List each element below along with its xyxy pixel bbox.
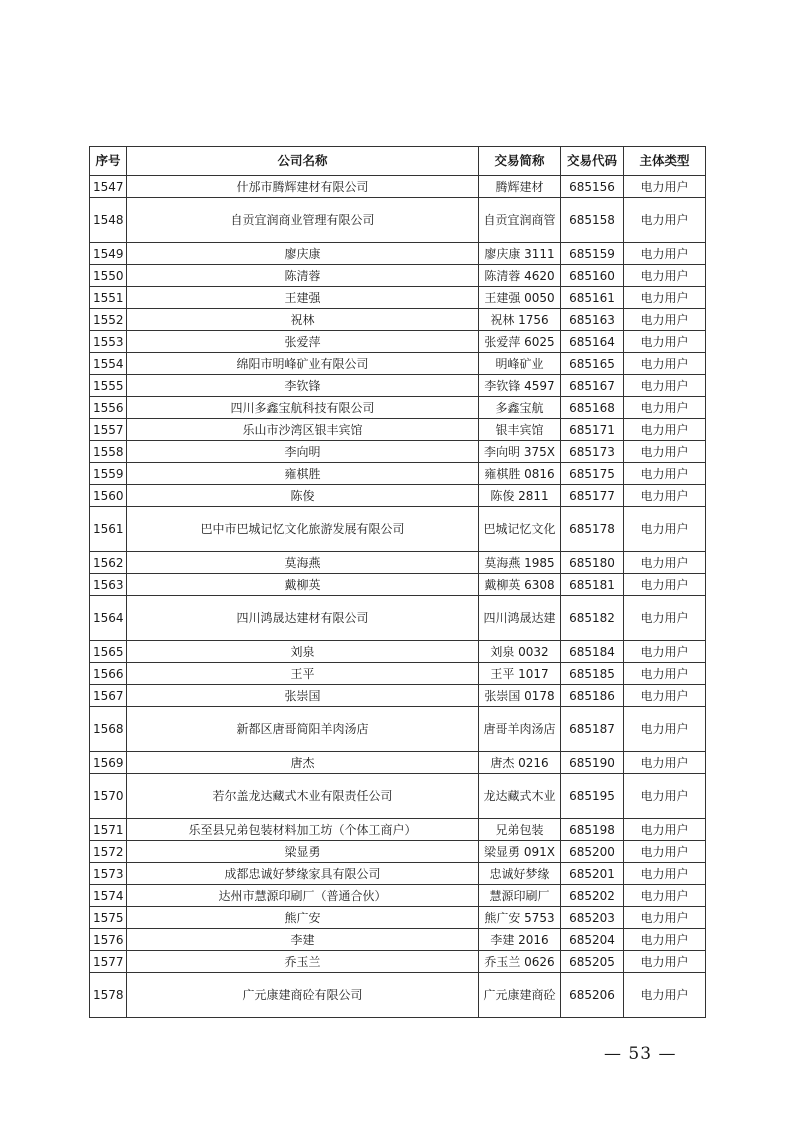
row-seq: 1557 [90,419,127,441]
row-trade-abbr: 张爱萍 6025 [479,331,561,353]
row-trade-code: 685173 [561,441,624,463]
row-company-name: 自贡宜润商业管理有限公司 [127,198,479,243]
table-row [90,485,706,507]
row-trade-code: 685187 [561,707,624,752]
table-row [90,507,706,552]
table-row [90,863,706,885]
row-company-name: 祝林 [127,309,479,331]
row-trade-abbr: 乔玉兰 0626 [479,951,561,973]
table-row [90,951,706,973]
row-seq: 1574 [90,885,127,907]
row-trade-abbr: 梁显勇 091X [479,841,561,863]
row-trade-code: 685202 [561,885,624,907]
row-company-name: 乔玉兰 [127,951,479,973]
row-entity-type: 电力用户 [624,287,706,309]
row-trade-code: 685205 [561,951,624,973]
table-row [90,243,706,265]
table-row [90,973,706,1018]
row-seq: 1547 [90,176,127,198]
table-row [90,685,706,707]
row-entity-type: 电力用户 [624,198,706,243]
row-entity-type: 电力用户 [624,596,706,641]
table-row [90,375,706,397]
row-entity-type: 电力用户 [624,552,706,574]
row-company-name: 李向明 [127,441,479,463]
row-trade-code: 685198 [561,819,624,841]
row-trade-code: 685203 [561,907,624,929]
row-trade-code: 685190 [561,752,624,774]
table-row [90,287,706,309]
row-entity-type: 电力用户 [624,973,706,1018]
row-company-name: 广元康建商砼有限公司 [127,973,479,1018]
table-body [90,176,706,1018]
row-company-name: 李建 [127,929,479,951]
row-trade-code: 685184 [561,641,624,663]
row-trade-abbr: 腾辉建材 [479,176,561,198]
row-seq: 1554 [90,353,127,375]
row-entity-type: 电力用户 [624,774,706,819]
row-company-name: 王平 [127,663,479,685]
row-seq: 1555 [90,375,127,397]
row-trade-code: 685167 [561,375,624,397]
row-seq: 1558 [90,441,127,463]
row-company-name: 乐山市沙湾区银丰宾馆 [127,419,479,441]
row-company-name: 乐至县兄弟包装材料加工坊（个体工商户） [127,819,479,841]
row-seq: 1571 [90,819,127,841]
row-company-name: 巴中市巴城记忆文化旅游发展有限公司 [127,507,479,552]
row-seq: 1573 [90,863,127,885]
row-company-name: 李钦锋 [127,375,479,397]
header-company-name: 公司名称 [127,147,479,176]
row-entity-type: 电力用户 [624,265,706,287]
row-seq: 1551 [90,287,127,309]
row-company-name: 廖庆康 [127,243,479,265]
row-seq: 1563 [90,574,127,596]
row-trade-code: 685164 [561,331,624,353]
row-entity-type: 电力用户 [624,463,706,485]
row-trade-abbr: 广元康建商砼 [479,973,561,1018]
row-seq: 1552 [90,309,127,331]
header-trade-abbr: 交易简称 [479,147,561,176]
row-seq: 1567 [90,685,127,707]
row-company-name: 唐杰 [127,752,479,774]
table-row [90,331,706,353]
row-seq: 1572 [90,841,127,863]
page-number: — 53 — [604,1044,677,1064]
row-company-name: 四川多鑫宝航科技有限公司 [127,397,479,419]
row-company-name: 戴柳英 [127,574,479,596]
table-row [90,929,706,951]
table-header-row [90,147,706,176]
row-trade-code: 685180 [561,552,624,574]
table-row [90,265,706,287]
row-entity-type: 电力用户 [624,752,706,774]
row-trade-abbr: 唐杰 0216 [479,752,561,774]
row-seq: 1553 [90,331,127,353]
table-row [90,397,706,419]
row-company-name: 绵阳市明峰矿业有限公司 [127,353,479,375]
row-trade-code: 685168 [561,397,624,419]
company-table-container [89,146,705,1018]
row-entity-type: 电力用户 [624,663,706,685]
row-trade-code: 685181 [561,574,624,596]
row-trade-abbr: 银丰宾馆 [479,419,561,441]
row-company-name: 熊广安 [127,907,479,929]
row-seq: 1568 [90,707,127,752]
row-trade-code: 685206 [561,973,624,1018]
row-entity-type: 电力用户 [624,485,706,507]
row-trade-code: 685200 [561,841,624,863]
row-trade-abbr: 李钦锋 4597 [479,375,561,397]
row-trade-code: 685201 [561,863,624,885]
row-company-name: 陈俊 [127,485,479,507]
table-row [90,353,706,375]
row-company-name: 张爱萍 [127,331,479,353]
row-seq: 1549 [90,243,127,265]
row-trade-abbr: 刘泉 0032 [479,641,561,663]
row-trade-code: 685160 [561,265,624,287]
row-trade-abbr: 张崇国 0178 [479,685,561,707]
row-entity-type: 电力用户 [624,885,706,907]
table-row [90,441,706,463]
header-entity-type: 主体类型 [624,147,706,176]
row-trade-abbr: 王平 1017 [479,663,561,685]
row-entity-type: 电力用户 [624,397,706,419]
row-seq: 1550 [90,265,127,287]
table-row [90,309,706,331]
row-trade-abbr: 雍棋胜 0816 [479,463,561,485]
company-table [89,146,706,1018]
row-trade-code: 685161 [561,287,624,309]
row-trade-code: 685178 [561,507,624,552]
row-seq: 1562 [90,552,127,574]
row-entity-type: 电力用户 [624,507,706,552]
row-trade-abbr: 四川鸿晟达建 [479,596,561,641]
row-trade-abbr: 慧源印刷厂 [479,885,561,907]
row-trade-code: 685186 [561,685,624,707]
row-entity-type: 电力用户 [624,929,706,951]
row-seq: 1559 [90,463,127,485]
row-entity-type: 电力用户 [624,685,706,707]
row-trade-abbr: 廖庆康 3111 [479,243,561,265]
row-entity-type: 电力用户 [624,863,706,885]
row-trade-abbr: 忠诚好梦缘 [479,863,561,885]
table-row [90,752,706,774]
row-company-name: 成都忠诚好梦缘家具有限公司 [127,863,479,885]
row-entity-type: 电力用户 [624,951,706,973]
row-trade-code: 685159 [561,243,624,265]
row-seq: 1570 [90,774,127,819]
row-trade-abbr: 兄弟包装 [479,819,561,841]
row-entity-type: 电力用户 [624,707,706,752]
row-seq: 1569 [90,752,127,774]
table-row [90,419,706,441]
row-company-name: 四川鸿晟达建材有限公司 [127,596,479,641]
row-trade-abbr: 祝林 1756 [479,309,561,331]
row-seq: 1561 [90,507,127,552]
row-trade-code: 685171 [561,419,624,441]
table-row [90,574,706,596]
row-company-name: 莫海燕 [127,552,479,574]
row-trade-code: 685195 [561,774,624,819]
table-row [90,774,706,819]
row-trade-code: 685165 [561,353,624,375]
row-trade-code: 685204 [561,929,624,951]
row-trade-abbr: 多鑫宝航 [479,397,561,419]
row-entity-type: 电力用户 [624,574,706,596]
row-entity-type: 电力用户 [624,819,706,841]
row-trade-abbr: 唐哥羊肉汤店 [479,707,561,752]
row-entity-type: 电力用户 [624,419,706,441]
row-trade-abbr: 陈俊 2811 [479,485,561,507]
row-trade-abbr: 熊广安 5753 [479,907,561,929]
row-trade-abbr: 陈清蓉 4620 [479,265,561,287]
row-entity-type: 电力用户 [624,907,706,929]
row-entity-type: 电力用户 [624,441,706,463]
row-trade-abbr: 龙达藏式木业 [479,774,561,819]
row-entity-type: 电力用户 [624,641,706,663]
row-company-name: 梁显勇 [127,841,479,863]
row-trade-abbr: 明峰矿业 [479,353,561,375]
table-row [90,552,706,574]
row-trade-abbr: 戴柳英 6308 [479,574,561,596]
table-row [90,463,706,485]
row-entity-type: 电力用户 [624,176,706,198]
table-row [90,819,706,841]
row-company-name: 新都区唐哥简阳羊肉汤店 [127,707,479,752]
row-seq: 1577 [90,951,127,973]
row-entity-type: 电力用户 [624,375,706,397]
row-seq: 1564 [90,596,127,641]
row-seq: 1578 [90,973,127,1018]
table-row [90,907,706,929]
row-company-name: 陈清蓉 [127,265,479,287]
row-entity-type: 电力用户 [624,309,706,331]
row-entity-type: 电力用户 [624,353,706,375]
row-company-name: 若尔盖龙达藏式木业有限责任公司 [127,774,479,819]
row-seq: 1565 [90,641,127,663]
row-seq: 1575 [90,907,127,929]
row-company-name: 王建强 [127,287,479,309]
row-entity-type: 电力用户 [624,331,706,353]
row-entity-type: 电力用户 [624,841,706,863]
row-seq: 1560 [90,485,127,507]
row-trade-abbr: 自贡宜润商管 [479,198,561,243]
row-trade-abbr: 李建 2016 [479,929,561,951]
header-seq: 序号 [90,147,127,176]
row-company-name: 雍棋胜 [127,463,479,485]
row-seq: 1556 [90,397,127,419]
row-seq: 1576 [90,929,127,951]
table-row [90,176,706,198]
row-seq: 1566 [90,663,127,685]
row-company-name: 什邡市腾辉建材有限公司 [127,176,479,198]
row-trade-code: 685175 [561,463,624,485]
table-row [90,641,706,663]
table-row [90,596,706,641]
table-row [90,663,706,685]
row-trade-abbr: 巴城记忆文化 [479,507,561,552]
row-trade-code: 685158 [561,198,624,243]
row-trade-abbr: 王建强 0050 [479,287,561,309]
row-company-name: 张崇国 [127,685,479,707]
row-trade-abbr: 莫海燕 1985 [479,552,561,574]
table-row [90,885,706,907]
row-trade-code: 685163 [561,309,624,331]
table-row [90,841,706,863]
row-trade-code: 685177 [561,485,624,507]
row-trade-code: 685185 [561,663,624,685]
table-row [90,198,706,243]
row-trade-abbr: 李向明 375X [479,441,561,463]
row-company-name: 刘泉 [127,641,479,663]
row-company-name: 达州市慧源印刷厂（普通合伙） [127,885,479,907]
row-trade-code: 685156 [561,176,624,198]
header-trade-code: 交易代码 [561,147,624,176]
row-seq: 1548 [90,198,127,243]
row-entity-type: 电力用户 [624,243,706,265]
row-trade-code: 685182 [561,596,624,641]
table-row [90,707,706,752]
